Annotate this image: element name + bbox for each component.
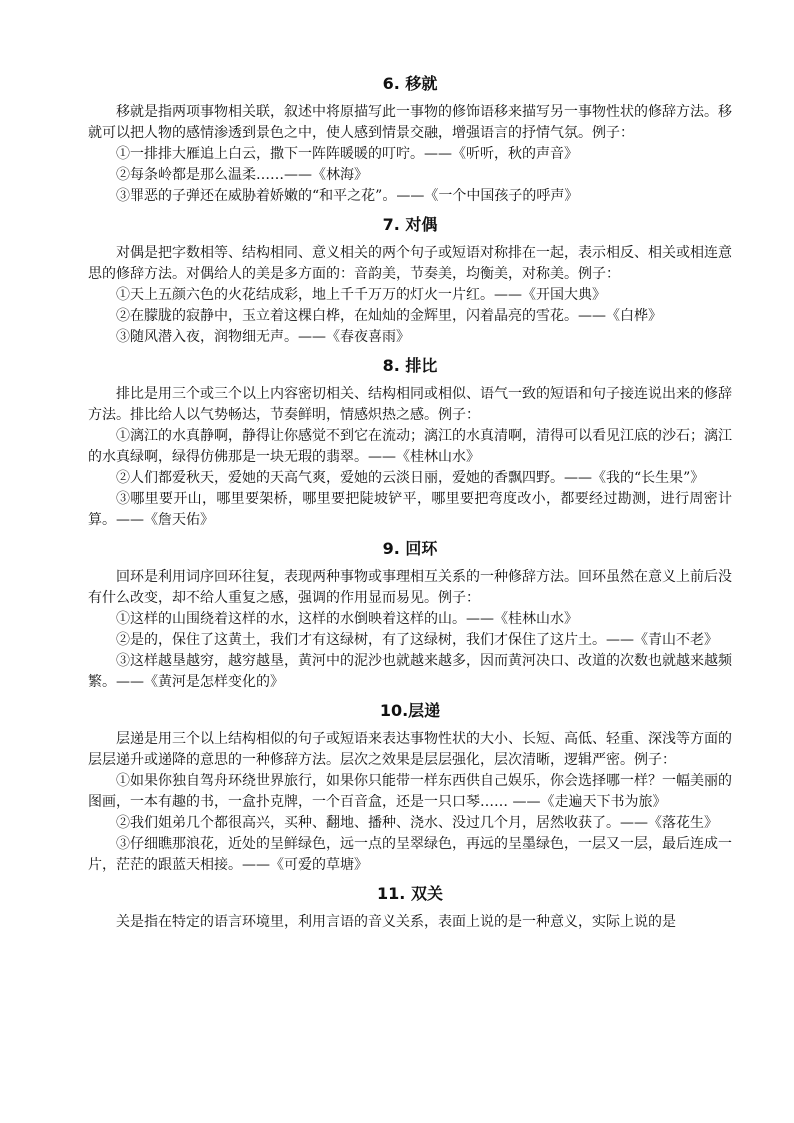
example-line: ③这样越垦越穷，越穷越垦，黄河中的泥沙也就越来越多，因而黄河决口、改道的次数也就越来越频繁。——《黄河是怎样变化的》: [88, 653, 732, 690]
section-title: 9. 回环: [382, 539, 438, 558]
example-line: ③哪里要开山，哪里要架桥，哪里要把陡坡铲平，哪里要把弯度改小，都要经过勘测，进行周密计算。——《詹天佑》: [88, 491, 732, 528]
section-paragraph: 对偶是把字数相等、结构相同、意义相关的两个句子或短语对称排在一起，表示相反、相关或相连意思的修辞方法。对偶给人的美是多方面的：音韵美，节奏美，均衡美，对称美。例子：: [88, 245, 732, 282]
section-huihuan: [88, 537, 732, 693]
example-line: ②每条岭都是那么温柔……——《林海》: [116, 167, 368, 183]
section-title: 8. 排比: [382, 356, 438, 375]
section-cengdi: [88, 699, 732, 876]
example-line: ③随风潜入夜，润物细无声。——《春夜喜雨》: [116, 329, 410, 345]
example-line: ②人们都爱秋天，爱她的天高气爽，爱她的云淡日丽，爱她的香飘四野。——《我的“长生果”》: [116, 470, 705, 486]
example-line: ③仔细瞧那浪花，近处的呈鲜绿色，远一点的呈翠绿色，再远的呈墨绿色，一层又一层，最后连成一片，茫茫的跟蓝天相接。——《可爱的草塘》: [88, 836, 732, 873]
section-paragraph: 移就是指两项事物相关联，叙述中将原描写此一事物的修饰语移来描写另一事物性状的修辞方法。移就可以把人物的感情渗透到景色之中，使人感到情景交融，增强语言的抒情气氛。例子：: [88, 104, 732, 141]
section-paragraph: 关是指在特定的语言环境里，利用言语的音义关系，表面上说的是一种意义，实际上说的是: [116, 914, 676, 930]
section-paibi: [88, 354, 732, 531]
example-line: ①如果你独自驾舟环绕世界旅行，如果你只能带一样东西供自己娱乐，你会选择哪一样？一幅美丽的图画，一本有趣的书，一盒扑克牌，一个百音盒，还是一只口琴…… ——《走遍天下书为旅》: [88, 773, 732, 810]
example-line: ②是的，保住了这黄土，我们才有这绿树，有了这绿树，我们才保住了这片土。——《青山不老》: [116, 632, 718, 648]
section-yijiu: [88, 72, 732, 207]
section-duiou: [88, 213, 732, 348]
section-title: 11. 双关: [377, 884, 443, 903]
example-line: ②在朦胧的寂静中，玉立着这棵白桦，在灿灿的金辉里，闪着晶亮的雪花。——《白桦》: [116, 308, 662, 324]
document-page: [88, 66, 732, 933]
section-paragraph: 层递是用三个以上结构相似的句子或短语来表达事物性状的大小、长短、高低、轻重、深浅等方面的层层递升或递降的意思的一种修辞方法。层次之效果是层层强化，层次清晰，逻辑严密。例子：: [88, 731, 732, 768]
example-line: ①天上五颜六色的火花结成彩，地上千千万万的灯火一片红。——《开国大典》: [116, 287, 606, 303]
example-line: ②我们姐弟几个都很高兴，买种、翻地、播种、浇水、没过几个月，居然收获了。——《落花生》: [116, 815, 718, 831]
example-line: ①一排排大雁追上白云，撒下一阵阵暖暖的叮咛。——《听听，秋的声音》: [116, 146, 578, 162]
example-line: ①漓江的水真静啊，静得让你感觉不到它在流动；漓江的水真清啊，清得可以看见江底的沙石；漓江的水真绿啊，绿得仿佛那是一块无瑕的翡翠。——《桂林山水》: [88, 428, 732, 465]
section-shuangguan: [88, 882, 732, 933]
section-title: 6. 移就: [382, 74, 438, 93]
example-line: ①这样的山围绕着这样的水，这样的水倒映着这样的山。——《桂林山水》: [116, 611, 578, 627]
section-title: 7. 对偶: [382, 215, 438, 234]
section-title: 10.层递: [379, 701, 441, 720]
section-paragraph: 回环是利用词序回环往复，表现两种事物或事理相互关系的一种修辞方法。回环虽然在意义上前后没有什么改变，却不给人重复之感，强调的作用显而易见。例子：: [88, 569, 732, 606]
example-line: ③罪恶的子弹还在威胁着娇嫩的“和平之花”。——《一个中国孩子的呼声》: [116, 188, 579, 204]
section-paragraph: 排比是用三个或三个以上内容密切相关、结构相同或相似、语气一致的短语和句子接连说出来的修辞方法。排比给人以气势畅达，节奏鲜明，情感炽热之感。例子：: [88, 386, 732, 423]
